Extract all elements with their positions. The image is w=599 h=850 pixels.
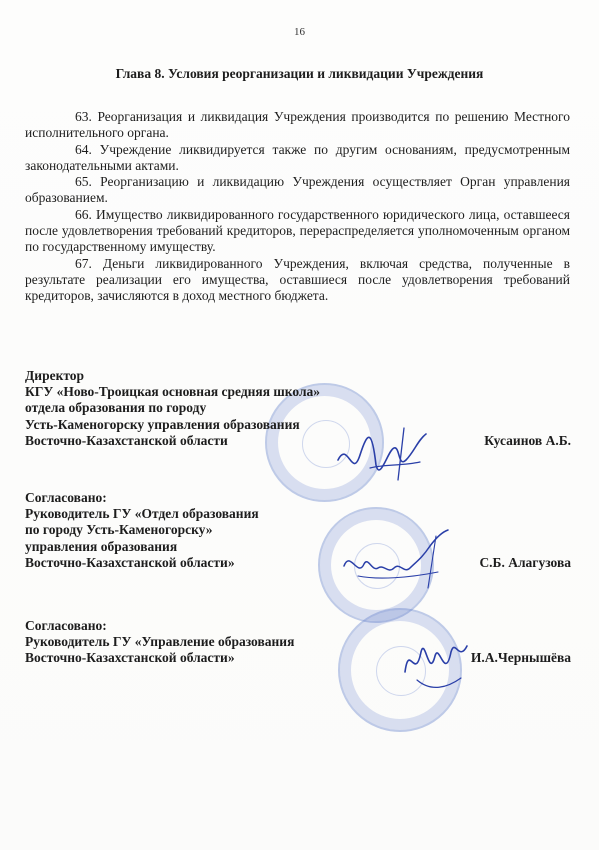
signatory-name: Кусаинов А.Б. xyxy=(484,432,571,448)
page-number: 16 xyxy=(294,26,305,38)
signatory-org-line: КГУ «Ново-Троицкая основная средняя школа» xyxy=(25,384,321,400)
signatory-org-line: Руководитель ГУ «Отдел образования xyxy=(25,506,259,522)
signatory-org-line: отдела образования по городу xyxy=(25,400,207,416)
signatory-last-line xyxy=(25,650,575,666)
signatory-role: Директор xyxy=(25,368,85,383)
signatory-org-line: Восточно-Казахстанской области» xyxy=(25,650,235,666)
signatory-org-line: по городу Усть-Каменогорску» xyxy=(25,522,213,538)
signatory-name: С.Б. Алагузова xyxy=(479,554,571,570)
paragraph-67: 67. Деньги ликвидированного Учреждения, включая средства, полученные в результате реализации его имущества, оставшиеся после удовлетворения требований кредиторов, зачисляются в доход местного бюджета. xyxy=(25,255,570,304)
approval-signature-block xyxy=(25,618,575,667)
approval-signature-block xyxy=(25,490,575,571)
signatory-org-line: Усть-Каменогорску управления образования xyxy=(25,416,300,432)
paragraph-64: 64. Учреждение ликвидируется также по другим основаниям, предусмотренным законодательными актами. xyxy=(25,141,570,173)
signatory-org-line: Восточно-Казахстанской области xyxy=(25,432,228,448)
signatory-org-line: Восточно-Казахстанской области» xyxy=(25,554,235,570)
director-signature-block xyxy=(25,368,575,449)
signatory-last-line xyxy=(25,433,575,449)
paragraph-66: 66. Имущество ликвидированного государственного юридического лица, оставшееся после удовлетворения требований кредиторов, перераспределяется уполномоченным органом по государственному имуществу. xyxy=(25,206,570,255)
signatory-org-line: управления образования xyxy=(25,538,178,554)
chapter-body xyxy=(25,109,570,305)
approval-label: Согласовано: xyxy=(25,618,107,633)
signatory-last-line xyxy=(25,555,575,571)
paragraph-65: 65. Реорганизацию и ликвидацию Учреждения осуществляет Орган управления образованием. xyxy=(25,174,570,206)
signatory-name: И.А.Чернышёва xyxy=(470,650,571,666)
signatory-org-line: Руководитель ГУ «Управление образования xyxy=(25,634,295,650)
approval-label: Согласовано: xyxy=(25,490,107,505)
paragraph-63: 63. Реорганизация и ликвидация Учреждения производится по решению Местного исполнительного органа. xyxy=(25,109,570,141)
chapter-title: Глава 8. Условия реорганизации и ликвидации Учреждения xyxy=(115,66,484,81)
